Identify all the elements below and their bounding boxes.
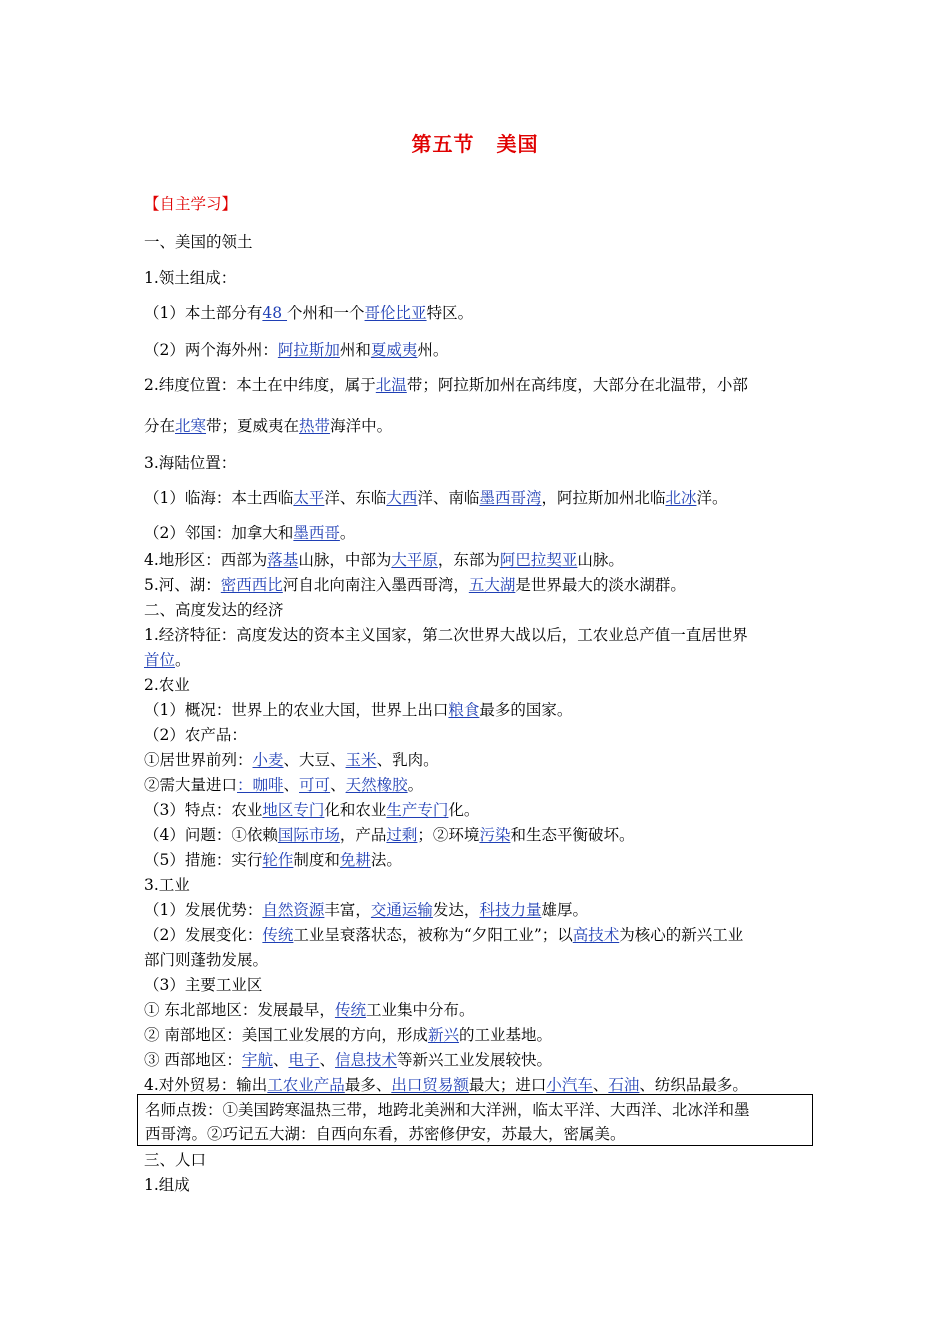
answer-blank: 科技力量: [479, 901, 542, 919]
text-segment: ，阿拉斯加州北临: [541, 489, 666, 507]
text-segment: ③ 西部地区：: [144, 1051, 242, 1069]
text-segment: 。: [339, 524, 356, 542]
answer-blank: 密西西比: [220, 576, 283, 594]
text-line: [144, 625, 748, 645]
text-line: [144, 650, 191, 670]
text-segment: ，产品: [339, 826, 387, 844]
text-segment: （4）问题：①依赖: [144, 826, 278, 844]
answer-blank: 夏威夷: [370, 341, 418, 359]
answer-blank: 过剩: [386, 826, 418, 844]
text-segment: 5.河、湖：: [144, 576, 221, 594]
text-segment: 工业集中分布。: [365, 1001, 475, 1019]
text-segment: 。: [407, 776, 424, 794]
text-line: [144, 975, 262, 995]
answer-blank: 落基: [267, 551, 299, 569]
text-segment: ，东部为: [437, 551, 500, 569]
text-segment: 为核心的新兴工业: [619, 926, 744, 944]
text-segment: 是世界最大的淡水湖群。: [515, 576, 686, 594]
text-segment: （2）邻国：加拿大和: [144, 524, 294, 542]
answer-blank: 高技术: [572, 926, 620, 944]
text-line: [144, 850, 402, 870]
text-segment: 1.经济特征：高度发达的资本主义国家，第二次世界大战以后，工农业总产值一直居世界: [144, 626, 748, 644]
answer-blank: 墨西哥: [293, 524, 340, 542]
answer-blank: 石油: [608, 1076, 640, 1094]
text-line: [144, 303, 473, 323]
text-segment: 州。: [417, 341, 449, 359]
text-line: [145, 1100, 750, 1120]
text-segment: 丰富，: [324, 901, 371, 919]
text-line: [144, 925, 743, 945]
answer-blank: 污染: [479, 826, 511, 844]
text-line: [144, 523, 355, 543]
text-line: [144, 900, 588, 920]
text-line: [144, 825, 634, 845]
section-title: 美国: [496, 132, 539, 156]
text-segment: 。: [175, 651, 191, 669]
text-segment: 三、人口: [144, 1151, 207, 1169]
text-segment: （1）本土部分有: [144, 304, 263, 322]
text-line: [144, 775, 423, 795]
text-segment: 2.农业: [144, 676, 190, 694]
page-title: [0, 128, 950, 157]
text-segment: 洋、南临: [417, 489, 480, 507]
text-segment: 雄厚。: [541, 901, 588, 919]
answer-blank: 热带: [299, 417, 331, 435]
text-segment: 法。: [370, 851, 402, 869]
text-line: [144, 875, 190, 895]
text-segment: 的工业基地。: [458, 1026, 552, 1044]
text-segment: （2）农产品：: [144, 726, 247, 744]
text-line: [144, 675, 190, 695]
answer-blank: 48: [262, 304, 288, 322]
answer-blank: 小汽车: [546, 1076, 593, 1094]
answer-blank: 北冰: [665, 489, 697, 507]
answer-blank: 五大湖: [468, 576, 516, 594]
text-segment: （3）特点：农业: [144, 801, 263, 819]
text-line: [144, 1000, 474, 1020]
answer-blank: 新兴: [427, 1026, 459, 1044]
text-segment: ② 南部地区：美国工业发展的方向，形成: [144, 1026, 428, 1044]
text-segment: 、纺织品最多。: [639, 1076, 748, 1094]
text-segment: 海洋中。: [330, 417, 393, 435]
text-line: [144, 194, 237, 214]
text-line: [144, 550, 624, 570]
text-segment: ①居世界前列：: [144, 751, 253, 769]
text-segment: 最多的国家。: [479, 701, 573, 719]
text-segment: 分在: [144, 417, 176, 435]
text-segment: 等新兴工业发展较快。: [397, 1051, 553, 1069]
text-segment: （1）概况：世界上的农业大国，世界上出口: [144, 701, 449, 719]
text-segment: ① 东北部地区：发展最早，: [144, 1001, 335, 1019]
answer-blank: 生产专门: [386, 801, 449, 819]
text-segment: 州和: [339, 341, 371, 359]
text-segment: 个州和一个: [287, 304, 365, 322]
answer-blank: 传统: [262, 926, 294, 944]
text-segment: 河自北向南注入墨西哥湾，: [282, 576, 469, 594]
text-line: [144, 750, 439, 770]
text-segment: （5）措施：实行: [144, 851, 263, 869]
text-segment: 山脉。: [577, 551, 624, 569]
answer-blank: 阿巴拉契亚: [499, 551, 578, 569]
text-segment: （1）发展优势：: [144, 901, 263, 919]
text-line: [144, 800, 479, 820]
text-line: [144, 1175, 190, 1195]
text-line: [144, 950, 268, 970]
text-segment: 化。: [448, 801, 480, 819]
text-line: [145, 1124, 626, 1144]
answer-blank: 国际市场: [277, 826, 340, 844]
text-segment: 、: [272, 1051, 289, 1069]
text-segment: 工业呈衰落状态，被称为“夕阳工业”；以: [293, 926, 573, 944]
text-segment: 部门则蓬勃发展。: [144, 951, 269, 969]
text-segment: 1.组成: [144, 1176, 190, 1194]
answer-blank: 地区专门: [262, 801, 325, 819]
answer-blank: 粮食: [448, 701, 480, 719]
text-line: [144, 1150, 206, 1170]
section-label: 【自主学习】: [144, 195, 238, 213]
text-line: [144, 232, 253, 252]
answer-blank: 太平: [293, 489, 325, 507]
answer-blank: 交通运输: [370, 901, 433, 919]
text-segment: 制度和: [293, 851, 340, 869]
text-segment: 最多、: [344, 1076, 392, 1094]
text-segment: 、乳肉。: [376, 751, 439, 769]
text-segment: （3）主要工业区: [144, 976, 263, 994]
answer-blank: 北温: [375, 376, 407, 394]
answer-blank: 北寒: [175, 417, 207, 435]
text-segment: 4.地形区：西部为: [144, 551, 268, 569]
answer-blank: 大平原: [391, 551, 438, 569]
text-segment: 发达，: [432, 901, 480, 919]
text-segment: 、: [319, 1051, 335, 1069]
answer-blank: 可可: [299, 776, 331, 794]
text-segment: 1.领土组成：: [144, 269, 237, 287]
answer-blank: 小麦: [252, 751, 284, 769]
text-line: [144, 1025, 552, 1045]
answer-blank: 电子: [288, 1051, 320, 1069]
text-line: [144, 453, 236, 473]
text-segment: 二、高度发达的经济: [144, 601, 284, 619]
text-line: [144, 1075, 748, 1095]
text-segment: （2）两个海外州：: [144, 341, 278, 359]
text-line: [144, 725, 247, 745]
answer-blank: 哥伦比亚: [364, 304, 427, 322]
text-segment: 洋、东临: [324, 489, 387, 507]
text-line: [144, 1050, 552, 1070]
answer-blank: ：咖啡: [237, 776, 284, 794]
answer-blank: 传统: [334, 1001, 366, 1019]
text-segment: 最大；进口: [468, 1076, 547, 1094]
section-number: 第五节: [411, 132, 475, 156]
text-segment: 和生态平衡破坏。: [510, 826, 635, 844]
text-line: [144, 416, 392, 436]
text-segment: 2.纬度位置：本土在中纬度，属于: [144, 376, 376, 394]
text-segment: ②需大量进口: [144, 776, 238, 794]
answer-blank: 工农业产品: [267, 1076, 345, 1094]
text-segment: 山脉，中部为: [298, 551, 392, 569]
answer-blank: 自然资源: [262, 901, 325, 919]
answer-blank: 大西: [386, 489, 418, 507]
text-segment: 名师点拨：①美国跨寒温热三带，地跨北美洲和大洋洲，临太平洋、大西洋、北冰洋和墨: [145, 1101, 750, 1119]
text-segment: 带；阿拉斯加州在高纬度，大部分在北温带，小部: [406, 376, 748, 394]
text-segment: 一、美国的领土: [144, 233, 253, 251]
text-segment: ；②环境: [417, 826, 480, 844]
text-segment: 3.工业: [144, 876, 190, 894]
text-line: [144, 268, 236, 288]
text-line: [144, 375, 748, 395]
text-line: [144, 700, 572, 720]
text-segment: 化和农业: [324, 801, 387, 819]
answer-blank: 免耕: [339, 851, 371, 869]
answer-blank: 首位: [144, 651, 176, 669]
answer-blank: 轮作: [262, 851, 294, 869]
answer-blank: 宇航: [241, 1051, 273, 1069]
text-segment: （1）临海：本土西临: [144, 489, 294, 507]
text-line: [144, 575, 686, 595]
answer-blank: 玉米: [345, 751, 377, 769]
text-segment: 特区。: [426, 304, 474, 322]
text-segment: （2）发展变化：: [144, 926, 263, 944]
answer-blank: 墨西哥湾: [479, 489, 542, 507]
answer-blank: 阿拉斯加: [277, 341, 340, 359]
text-segment: 洋。: [696, 489, 728, 507]
text-segment: 、大豆、: [283, 751, 346, 769]
answer-blank: 天然橡胶: [345, 776, 408, 794]
text-segment: 3.海陆位置：: [144, 454, 237, 472]
text-line: [144, 340, 448, 360]
text-segment: 带；夏威夷在: [206, 417, 300, 435]
text-segment: 、: [592, 1076, 609, 1094]
text-segment: 4.对外贸易：输出: [144, 1076, 268, 1094]
answer-blank: 出口贸易额: [391, 1076, 469, 1094]
text-segment: 西哥湾。②巧记五大湖：自西向东看，苏密修伊安，苏最大，密属美。: [145, 1125, 626, 1143]
text-segment: 、: [330, 776, 346, 794]
text-segment: 、: [283, 776, 300, 794]
text-line: [144, 488, 728, 508]
answer-blank: 信息技术: [335, 1051, 398, 1069]
text-line: [144, 600, 284, 620]
